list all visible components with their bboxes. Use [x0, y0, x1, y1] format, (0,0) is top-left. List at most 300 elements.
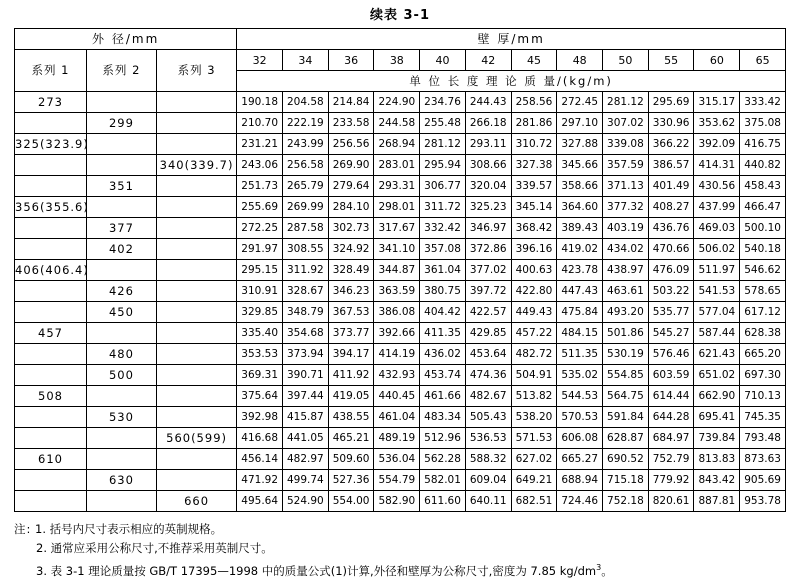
cell-mass: 414.19	[374, 344, 420, 365]
cell-mass: 617.12	[740, 302, 786, 323]
cell-mass: 204.58	[283, 92, 329, 113]
cell-mass: 437.99	[694, 197, 740, 218]
cell-mass: 449.43	[511, 302, 557, 323]
header-thickness-40: 40	[420, 50, 466, 71]
cell-mass: 190.18	[237, 92, 283, 113]
cell-mass: 582.01	[420, 470, 466, 491]
cell-series-3	[156, 239, 236, 260]
cell-mass: 375.64	[237, 386, 283, 407]
table-row	[15, 323, 786, 344]
cell-mass: 536.53	[465, 428, 511, 449]
table-row	[15, 491, 786, 512]
cell-mass: 302.73	[328, 218, 374, 239]
cell-series-1	[15, 281, 87, 302]
cell-mass: 251.73	[237, 176, 283, 197]
table-row	[15, 197, 786, 218]
cell-mass: 345.66	[557, 155, 603, 176]
cell-series-2: 630	[86, 470, 156, 491]
table-row	[15, 386, 786, 407]
cell-series-1	[15, 344, 87, 365]
cell-mass: 325.23	[465, 197, 511, 218]
cell-mass: 392.09	[694, 134, 740, 155]
cell-mass: 224.90	[374, 92, 420, 113]
cell-series-1	[15, 302, 87, 323]
cell-mass: 408.27	[648, 197, 694, 218]
cell-mass: 499.74	[283, 470, 329, 491]
cell-mass: 327.38	[511, 155, 557, 176]
cell-mass: 509.60	[328, 449, 374, 470]
cell-mass: 453.64	[465, 344, 511, 365]
cell-mass: 397.44	[283, 386, 329, 407]
header-unit-mass: 单 位 长 度 理 论 质 量/(kg/m)	[237, 71, 786, 92]
cell-series-2: 530	[86, 407, 156, 428]
cell-mass: 500.10	[740, 218, 786, 239]
cell-mass: 386.08	[374, 302, 420, 323]
cell-mass: 403.19	[603, 218, 649, 239]
table-row	[15, 155, 786, 176]
cell-mass: 414.31	[694, 155, 740, 176]
cell-series-1	[15, 491, 87, 512]
cell-series-2	[86, 491, 156, 512]
cell-mass: 333.42	[740, 92, 786, 113]
cell-mass: 752.79	[648, 449, 694, 470]
cell-mass: 310.72	[511, 134, 557, 155]
cell-mass: 295.69	[648, 92, 694, 113]
cell-mass: 649.21	[511, 470, 557, 491]
cell-mass: 466.47	[740, 197, 786, 218]
header-series-3: 系列 3	[156, 50, 236, 92]
table-row	[15, 449, 786, 470]
cell-mass: 311.92	[283, 260, 329, 281]
cell-mass: 390.71	[283, 365, 329, 386]
cell-mass: 628.87	[603, 428, 649, 449]
cell-mass: 458.43	[740, 176, 786, 197]
cell-mass: 461.66	[420, 386, 466, 407]
cell-mass: 295.15	[237, 260, 283, 281]
cell-series-1: 610	[15, 449, 87, 470]
cell-mass: 536.04	[374, 449, 420, 470]
cell-mass: 739.84	[694, 428, 740, 449]
note-1-text: 1. 括号内尺寸表示相应的英制规格。	[35, 522, 223, 536]
cell-mass: 366.22	[648, 134, 694, 155]
cell-series-3: 340(339.7)	[156, 155, 236, 176]
table-row	[15, 428, 786, 449]
table-row	[15, 218, 786, 239]
cell-mass: 665.27	[557, 449, 603, 470]
cell-mass: 373.77	[328, 323, 374, 344]
cell-mass: 512.96	[420, 428, 466, 449]
header-row-groups	[15, 29, 786, 50]
header-series-2: 系列 2	[86, 50, 156, 92]
cell-mass: 873.63	[740, 449, 786, 470]
table-row	[15, 365, 786, 386]
cell-series-3	[156, 260, 236, 281]
table-header	[15, 29, 786, 92]
cell-mass: 609.04	[465, 470, 511, 491]
cell-mass: 287.58	[283, 218, 329, 239]
table-row	[15, 176, 786, 197]
cell-series-1: 457	[15, 323, 87, 344]
table-body	[15, 92, 786, 512]
cell-mass: 310.91	[237, 281, 283, 302]
cell-series-3	[156, 365, 236, 386]
cell-mass: 269.99	[283, 197, 329, 218]
cell-mass: 614.44	[648, 386, 694, 407]
cell-series-1: 273	[15, 92, 87, 113]
cell-mass: 268.94	[374, 134, 420, 155]
cell-mass: 339.08	[603, 134, 649, 155]
cell-mass: 411.35	[420, 323, 466, 344]
cell-mass: 662.90	[694, 386, 740, 407]
cell-mass: 690.52	[603, 449, 649, 470]
cell-mass: 353.62	[694, 113, 740, 134]
cell-mass: 375.08	[740, 113, 786, 134]
cell-series-3: 560(599)	[156, 428, 236, 449]
cell-series-2: 426	[86, 281, 156, 302]
table-row	[15, 134, 786, 155]
cell-mass: 415.87	[283, 407, 329, 428]
cell-mass: 341.10	[374, 239, 420, 260]
cell-mass: 380.75	[420, 281, 466, 302]
cell-series-2: 402	[86, 239, 156, 260]
cell-series-2	[86, 323, 156, 344]
table-row	[15, 344, 786, 365]
cell-series-2: 299	[86, 113, 156, 134]
cell-series-2	[86, 428, 156, 449]
cell-mass: 489.19	[374, 428, 420, 449]
cell-series-2: 500	[86, 365, 156, 386]
cell-mass: 482.97	[283, 449, 329, 470]
header-thickness-34: 34	[283, 50, 329, 71]
cell-mass: 306.77	[420, 176, 466, 197]
header-thickness-55: 55	[648, 50, 694, 71]
header-row-thickness	[15, 50, 786, 71]
cell-mass: 416.75	[740, 134, 786, 155]
cell-series-3	[156, 92, 236, 113]
cell-mass: 256.56	[328, 134, 374, 155]
cell-mass: 432.93	[374, 365, 420, 386]
cell-mass: 401.49	[648, 176, 694, 197]
cell-mass: 535.77	[648, 302, 694, 323]
cell-mass: 308.66	[465, 155, 511, 176]
cell-mass: 422.57	[465, 302, 511, 323]
cell-mass: 576.46	[648, 344, 694, 365]
cell-mass: 214.84	[328, 92, 374, 113]
cell-mass: 377.32	[603, 197, 649, 218]
cell-mass: 457.22	[511, 323, 557, 344]
cell-mass: 307.02	[603, 113, 649, 134]
cell-mass: 503.22	[648, 281, 694, 302]
cell-mass: 530.19	[603, 344, 649, 365]
note-3-period: 。	[601, 563, 613, 578]
cell-mass: 745.35	[740, 407, 786, 428]
cell-mass: 419.02	[557, 239, 603, 260]
header-thickness-65: 65	[740, 50, 786, 71]
cell-mass: 651.02	[694, 365, 740, 386]
cell-series-1: 356(355.6)	[15, 197, 87, 218]
cell-mass: 328.67	[283, 281, 329, 302]
cell-mass: 544.53	[557, 386, 603, 407]
cell-mass: 363.59	[374, 281, 420, 302]
cell-series-1	[15, 470, 87, 491]
cell-mass: 456.14	[237, 449, 283, 470]
note-3-text: 3. 表 3-1 理论质量按 GB/T 17395—1998 中的质量公式(1)计算,外径和壁厚为公称尺寸,密度为 7.85 kg/dm	[36, 563, 597, 578]
cell-mass: 308.55	[283, 239, 329, 260]
cell-mass: 222.19	[283, 113, 329, 134]
cell-series-1	[15, 239, 87, 260]
cell-mass: 389.43	[557, 218, 603, 239]
cell-mass: 665.20	[740, 344, 786, 365]
cell-mass: 606.08	[557, 428, 603, 449]
cell-mass: 419.05	[328, 386, 374, 407]
cell-mass: 545.27	[648, 323, 694, 344]
cell-mass: 394.17	[328, 344, 374, 365]
cell-mass: 471.92	[237, 470, 283, 491]
cell-mass: 461.04	[374, 407, 420, 428]
cell-mass: 317.67	[374, 218, 420, 239]
cell-mass: 438.55	[328, 407, 374, 428]
cell-mass: 436.02	[420, 344, 466, 365]
cell-mass: 470.66	[648, 239, 694, 260]
cell-mass: 320.04	[465, 176, 511, 197]
cell-mass: 453.74	[420, 365, 466, 386]
cell-mass: 621.43	[694, 344, 740, 365]
cell-mass: 269.90	[328, 155, 374, 176]
cell-series-1	[15, 218, 87, 239]
cell-mass: 328.49	[328, 260, 374, 281]
cell-series-2	[86, 449, 156, 470]
cell-mass: 535.02	[557, 365, 603, 386]
cell-series-3	[156, 281, 236, 302]
cell-mass: 541.53	[694, 281, 740, 302]
cell-mass: 793.48	[740, 428, 786, 449]
cell-mass: 684.97	[648, 428, 694, 449]
cell-series-2: 450	[86, 302, 156, 323]
cell-mass: 554.00	[328, 491, 374, 512]
cell-mass: 281.12	[420, 134, 466, 155]
cell-mass: 368.42	[511, 218, 557, 239]
cell-mass: 411.92	[328, 365, 374, 386]
cell-mass: 724.46	[557, 491, 603, 512]
cell-series-2	[86, 197, 156, 218]
cell-mass: 465.21	[328, 428, 374, 449]
header-thickness-42: 42	[465, 50, 511, 71]
cell-mass: 436.76	[648, 218, 694, 239]
cell-mass: 843.42	[694, 470, 740, 491]
cell-mass: 422.80	[511, 281, 557, 302]
cell-mass: 231.21	[237, 134, 283, 155]
cell-mass: 361.04	[420, 260, 466, 281]
note-item-2: 2. 通常应采用公称尺寸,不推荐采用英制尺寸。	[36, 541, 273, 555]
cell-mass: 440.45	[374, 386, 420, 407]
cell-mass: 644.28	[648, 407, 694, 428]
cell-mass: 357.59	[603, 155, 649, 176]
header-thickness-50: 50	[603, 50, 649, 71]
cell-series-2: 351	[86, 176, 156, 197]
cell-mass: 266.18	[465, 113, 511, 134]
cell-mass: 495.64	[237, 491, 283, 512]
cell-mass: 335.40	[237, 323, 283, 344]
cell-series-1: 508	[15, 386, 87, 407]
cell-mass: 582.90	[374, 491, 420, 512]
cell-series-1: 325(323.9)	[15, 134, 87, 155]
cell-series-3	[156, 323, 236, 344]
cell-mass: 272.25	[237, 218, 283, 239]
cell-mass: 887.81	[694, 491, 740, 512]
cell-series-3	[156, 176, 236, 197]
cell-mass: 577.04	[694, 302, 740, 323]
cell-mass: 295.94	[420, 155, 466, 176]
cell-mass: 527.36	[328, 470, 374, 491]
cell-mass: 329.85	[237, 302, 283, 323]
cell-series-1	[15, 155, 87, 176]
cell-series-1: 406(406.4)	[15, 260, 87, 281]
notes-label: 注:	[14, 522, 32, 536]
note-3-superscript: 3	[596, 563, 602, 572]
cell-mass: 511.97	[694, 260, 740, 281]
header-thickness-45: 45	[511, 50, 557, 71]
note-item-1	[14, 520, 786, 539]
cell-series-2	[86, 155, 156, 176]
cell-mass: 339.57	[511, 176, 557, 197]
cell-series-1	[15, 428, 87, 449]
cell-mass: 752.18	[603, 491, 649, 512]
cell-mass: 506.02	[694, 239, 740, 260]
cell-mass: 511.35	[557, 344, 603, 365]
cell-mass: 279.64	[328, 176, 374, 197]
cell-series-3	[156, 197, 236, 218]
cell-mass: 272.45	[557, 92, 603, 113]
cell-mass: 554.79	[374, 470, 420, 491]
cell-mass: 591.84	[603, 407, 649, 428]
cell-mass: 628.38	[740, 323, 786, 344]
cell-mass: 298.01	[374, 197, 420, 218]
cell-mass: 358.66	[557, 176, 603, 197]
cell-series-3	[156, 407, 236, 428]
table-row	[15, 113, 786, 134]
cell-mass: 330.96	[648, 113, 694, 134]
cell-mass: 697.30	[740, 365, 786, 386]
cell-mass: 438.97	[603, 260, 649, 281]
table-row	[15, 407, 786, 428]
cell-mass: 386.57	[648, 155, 694, 176]
cell-mass: 357.08	[420, 239, 466, 260]
cell-mass: 281.86	[511, 113, 557, 134]
cell-mass: 813.83	[694, 449, 740, 470]
cell-mass: 311.72	[420, 197, 466, 218]
cell-mass: 255.48	[420, 113, 466, 134]
table-row	[15, 302, 786, 323]
cell-mass: 447.43	[557, 281, 603, 302]
cell-mass: 372.86	[465, 239, 511, 260]
cell-mass: 571.53	[511, 428, 557, 449]
cell-series-1	[15, 176, 87, 197]
cell-mass: 578.65	[740, 281, 786, 302]
cell-mass: 562.28	[420, 449, 466, 470]
cell-mass: 233.58	[328, 113, 374, 134]
cell-mass: 315.17	[694, 92, 740, 113]
cell-mass: 688.94	[557, 470, 603, 491]
cell-series-3	[156, 386, 236, 407]
cell-mass: 371.13	[603, 176, 649, 197]
cell-mass: 640.11	[465, 491, 511, 512]
cell-mass: 469.03	[694, 218, 740, 239]
cell-mass: 434.02	[603, 239, 649, 260]
cell-mass: 493.20	[603, 302, 649, 323]
cell-mass: 715.18	[603, 470, 649, 491]
cell-mass: 364.60	[557, 197, 603, 218]
page-title: 续表 3-1	[369, 8, 430, 23]
cell-mass: 332.42	[420, 218, 466, 239]
cell-mass: 281.12	[603, 92, 649, 113]
cell-mass: 243.99	[283, 134, 329, 155]
cell-mass: 554.85	[603, 365, 649, 386]
header-outer-diameter: 外 径/mm	[15, 29, 237, 50]
cell-series-3: 660	[156, 491, 236, 512]
cell-mass: 348.79	[283, 302, 329, 323]
cell-mass: 400.63	[511, 260, 557, 281]
cell-mass: 430.56	[694, 176, 740, 197]
table-row	[15, 92, 786, 113]
cell-mass: 682.51	[511, 491, 557, 512]
cell-mass: 234.76	[420, 92, 466, 113]
cell-series-2: 377	[86, 218, 156, 239]
cell-mass: 283.01	[374, 155, 420, 176]
cell-mass: 476.09	[648, 260, 694, 281]
cell-mass: 501.86	[603, 323, 649, 344]
cell-mass: 540.18	[740, 239, 786, 260]
cell-mass: 324.92	[328, 239, 374, 260]
cell-mass: 538.20	[511, 407, 557, 428]
cell-mass: 243.06	[237, 155, 283, 176]
table-row	[15, 239, 786, 260]
cell-mass: 396.16	[511, 239, 557, 260]
cell-series-2	[86, 386, 156, 407]
cell-mass: 284.10	[328, 197, 374, 218]
cell-mass: 505.43	[465, 407, 511, 428]
cell-mass: 291.97	[237, 239, 283, 260]
cell-mass: 255.69	[237, 197, 283, 218]
cell-series-3	[156, 344, 236, 365]
cell-mass: 588.32	[465, 449, 511, 470]
cell-mass: 327.88	[557, 134, 603, 155]
cell-series-3	[156, 113, 236, 134]
cell-mass: 587.44	[694, 323, 740, 344]
header-wall-thickness: 壁 厚/mm	[237, 29, 786, 50]
cell-series-2	[86, 92, 156, 113]
note-item-3	[14, 558, 786, 581]
cell-mass: 441.05	[283, 428, 329, 449]
cell-series-3	[156, 302, 236, 323]
cell-mass: 611.60	[420, 491, 466, 512]
cell-mass: 440.82	[740, 155, 786, 176]
cell-series-3	[156, 449, 236, 470]
cell-mass: 905.69	[740, 470, 786, 491]
cell-mass: 265.79	[283, 176, 329, 197]
cell-mass: 373.94	[283, 344, 329, 365]
cell-series-3	[156, 470, 236, 491]
cell-mass: 429.85	[465, 323, 511, 344]
cell-mass: 293.11	[465, 134, 511, 155]
cell-mass: 423.78	[557, 260, 603, 281]
table-row	[15, 470, 786, 491]
cell-mass: 404.42	[420, 302, 466, 323]
cell-mass: 258.56	[511, 92, 557, 113]
cell-series-3	[156, 134, 236, 155]
cell-mass: 392.98	[237, 407, 283, 428]
cell-mass: 346.23	[328, 281, 374, 302]
cell-mass: 463.61	[603, 281, 649, 302]
